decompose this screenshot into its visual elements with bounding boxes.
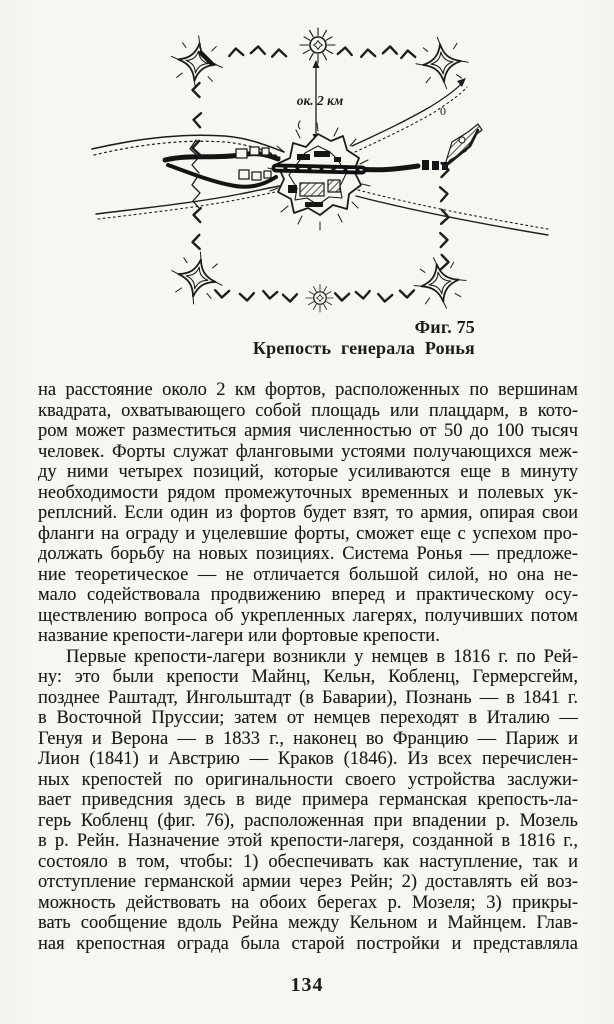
text-line: реплсний. Если один из фортов будет взят, то армия, опирая свои: [38, 503, 578, 523]
text-line: на расстояние около 2 км фортов, расположенных по вершинам: [38, 380, 578, 400]
distance-arrow: [299, 60, 320, 142]
map-mark-zero: 0: [440, 104, 446, 118]
text-line: необходимости рядом промежуточных временных и полевых ук-: [38, 482, 578, 503]
text-line: состояло в том, чтобы: 1) обеспечивать как наступление, так и: [38, 851, 578, 872]
fortress-diagram: [0, 18, 614, 318]
text-line: ных крепостей по оригинальности своего устройства заслужи-: [38, 769, 578, 790]
figure-caption-title: Крепость генерала Ронья: [252, 338, 475, 358]
text-line: Первые крепости-лагери возникли у немцев в 1816 г. по Рей-: [66, 646, 578, 667]
text-line: можность действовать на обоих берегах р. Мозеля; 3) прикры-: [38, 892, 578, 913]
figure-75: [0, 18, 614, 318]
intermediate-fort-bottom: [306, 285, 333, 312]
text-line: мало содействовала продвижению вперед и практическому осу-: [38, 585, 578, 605]
text-line: должать борьбу на новых позициях. Система Ронья — предложе-: [38, 544, 578, 564]
body-text: [38, 380, 578, 954]
corner-fort-bottom-right: [410, 253, 470, 313]
figure-caption: [0, 317, 475, 359]
corner-fort-top-left: [168, 33, 227, 92]
text-line: Лион (1841) и Австрию — Краков (1846). Из всех перечислен-: [38, 749, 578, 769]
text-line: ду ними четырех позиций, которые усиливаются еще в минуту: [38, 462, 578, 482]
central-fortress: [268, 123, 370, 230]
roads-and-rivers: [92, 78, 548, 235]
text-line: вает приведсния здесь в виде примера германская крепость-ла-: [38, 790, 578, 810]
text-line: человек. Форты служат фланговыми устоями получающихся меж-: [38, 441, 578, 462]
text-line: отступление германской армии через Рейн; 2) доставлять ей воз-: [38, 872, 578, 892]
text-line: ние теоретическое — не отличается большой силой, но она не-: [38, 564, 578, 585]
text-line: квадрата, охватывающего собой площадь или плацдарм, в кото-: [38, 400, 578, 421]
text-line: позднее Раштадт, Ингольштадт (в Баварии), Познань — в 1841 г.: [38, 687, 578, 708]
page-number: 134: [290, 974, 324, 996]
text-line: вать сообщение вдоль Рейна между Кельном и Майнцем. Глав-: [38, 913, 578, 933]
text-line: ществлению вопроса об укрепленных лагерях, получивших потом: [38, 605, 578, 626]
text-line: в Восточной Пруссии; затем от немцев переходят в Италию —: [38, 708, 578, 728]
text-line: ром может разместиться армия численностью от 50 до 100 тысяч: [38, 421, 578, 441]
text-line: ну: это были крепости Майнц, Кельн, Кобленц, Гермерсгейм,: [38, 667, 578, 687]
text-line: герь Кобленц (фиг. 76), расположенная при впадении р. Мозель: [38, 810, 578, 831]
text-line: ная крепостная ограда была старой постройки и представляла: [38, 933, 578, 954]
distance-label: ок. 2 км: [296, 93, 344, 108]
corner-fort-bottom-left: [166, 247, 228, 309]
text-line: фланги на ограду и уцелевшие форты, сможет еще с успехом про-: [38, 523, 578, 544]
text-line: в р. Рейн. Назначение этой крепости-лагеря, созданной в 1816 г.,: [38, 831, 578, 851]
text-line: Генуя и Верона — в 1833 г., наконец во Францию — Париж и: [38, 728, 578, 749]
intermediate-fort-top: [300, 28, 335, 63]
outpost-chevrons: [192, 46, 449, 302]
text-line: название крепости-лагери или фортовые крепости.: [38, 626, 440, 646]
figure-caption-number: Фиг. 75: [414, 317, 475, 337]
corner-fort-top-right: [413, 34, 470, 91]
